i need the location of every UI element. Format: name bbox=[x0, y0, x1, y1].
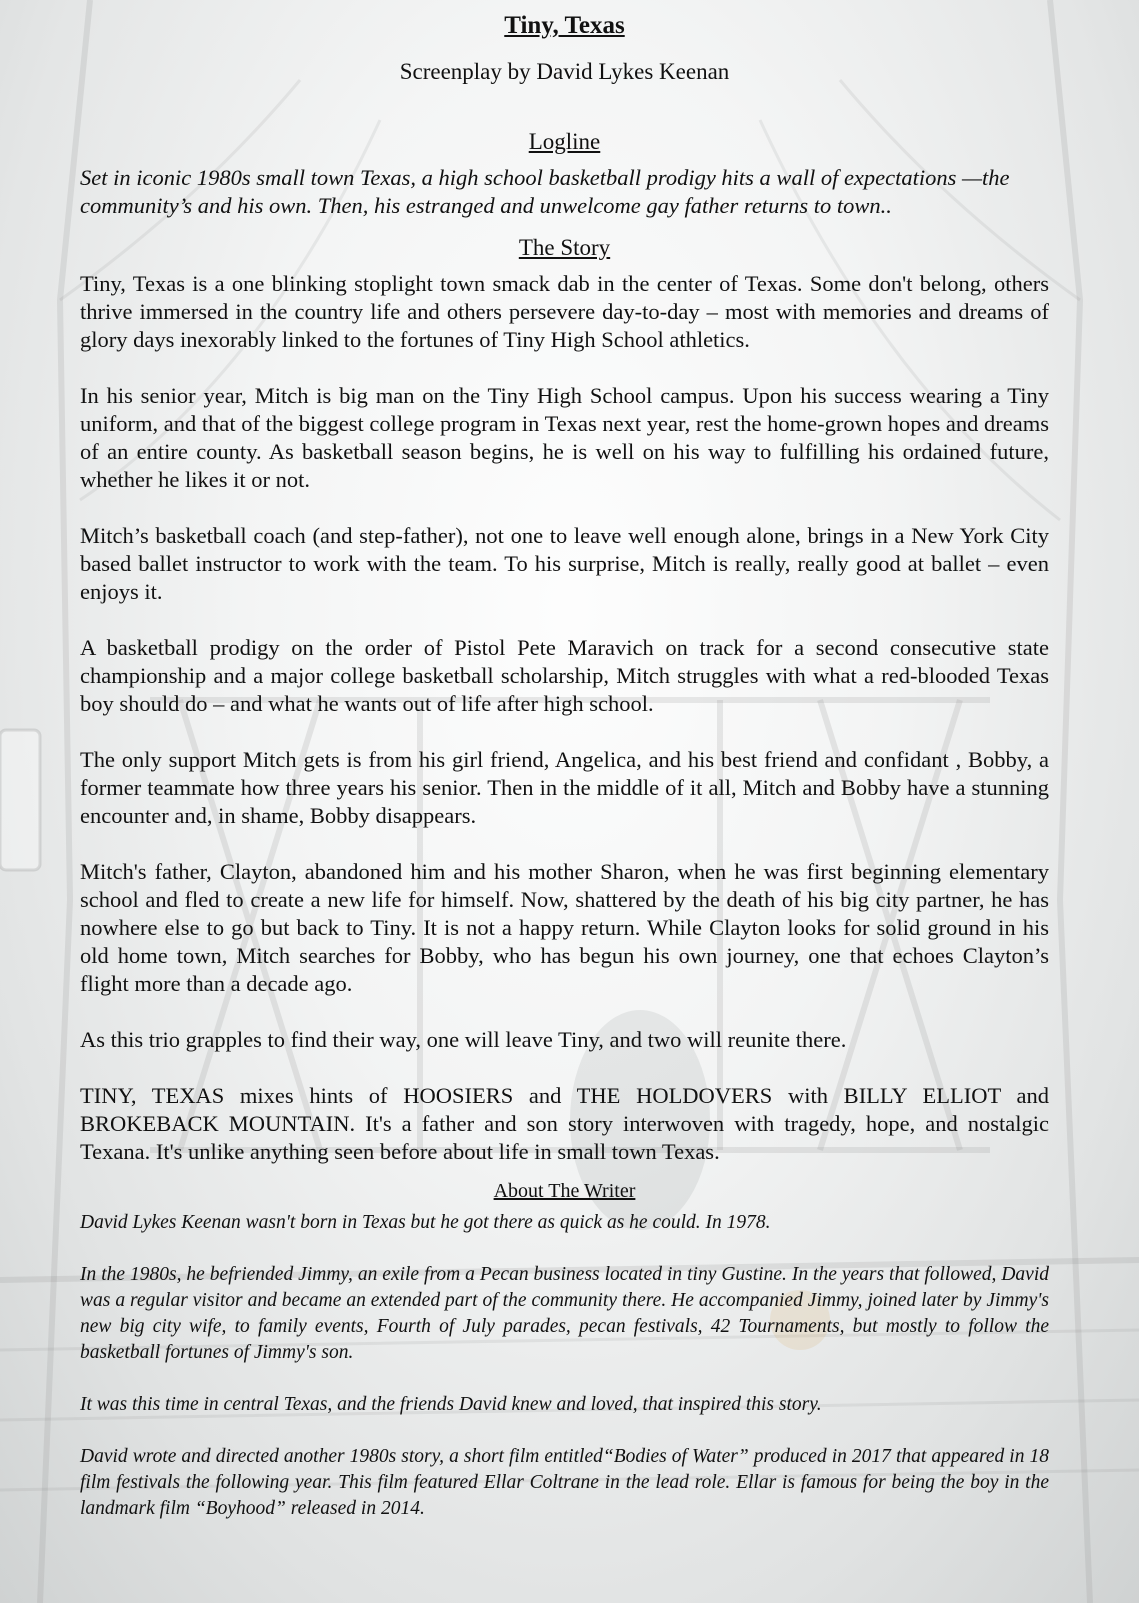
story-paragraph: As this trio grapples to find their way, one will leave Tiny, and two will reunite there. bbox=[80, 1027, 847, 1052]
writer-paragraph: In the 1980s, he befriended Jimmy, an exile from a Pecan business located in tiny Gustine. In the years that followed, David was a regular visitor and became an extended part of the community there. He accompanied Jimmy, joined later by Jimmy's new big city wife, to family events, Fourth of July parades, pecan festivals, 42 Tournaments, but mostly to follow the basketball fortunes of Jimmy's son. bbox=[80, 1264, 1049, 1363]
writer-paragraph: It was this time in central Texas, and the friends David knew and loved, that inspired this story. bbox=[80, 1394, 822, 1415]
story-paragraph: Mitch’s basketball coach (and step-father), not one to leave well enough alone, brings in a New York City based ballet instructor to work with the team. To his surprise, Mitch is really, really good at ballet – even enjoys it. bbox=[80, 523, 1049, 604]
story-paragraph: Mitch's father, Clayton, abandoned him and his mother Sharon, when he was first beginning elementary school and fled to create a new life for himself. Now, shattered by the death of his big city partner, he has nowhere else to go but back to Tiny. It is not a happy return. While Clayton looks for solid ground in his old home town, Mitch searches for Bobby, who has begun his own journey, one that echoes Clayton’s flight more than a decade ago. bbox=[80, 859, 1049, 996]
writer-heading: About The Writer bbox=[493, 1180, 636, 1202]
story-paragraph: In his senior year, Mitch is big man on the Tiny High School campus. Upon his success wearing a Tiny uniform, and that of the biggest college program in Texas next year, rest the home-grown hopes and dreams of an entire county. As basketball season begins, he is well on his way to fulfilling his ordained future, whether he likes it or not. bbox=[80, 383, 1049, 492]
story-paragraph: TINY, TEXAS mixes hints of HOOSIERS and THE HOLDOVERS with BILLY ELLIOT and BROKEBACK MOUNTAIN. It's a father and son story interwoven with tragedy, hope, and nostalgic Texana. It's unlike anything seen before about life in small town Texas. bbox=[80, 1083, 1049, 1164]
screenplay-byline: Screenplay by David Lykes Keenan bbox=[399, 59, 730, 84]
logline-heading: Logline bbox=[528, 129, 601, 154]
story-heading: The Story bbox=[518, 235, 611, 260]
writer-paragraph: David Lykes Keenan wasn't born in Texas but he got there as quick as he could. In 1978. bbox=[80, 1212, 771, 1233]
story-paragraph: Tiny, Texas is a one blinking stoplight town smack dab in the center of Texas. Some don't belong, others thrive immersed in the country life and others persevere day-to-day – most with memories and dreams of glory days inexorably linked to the fortunes of Tiny High School athletics. bbox=[80, 271, 1049, 352]
document-page bbox=[80, 0, 1049, 1522]
writer-body bbox=[80, 1210, 1049, 1522]
document-title: Tiny, Texas bbox=[504, 12, 625, 39]
story-paragraph: The only support Mitch gets is from his girl friend, Angelica, and his best friend and confidant , Bobby, a former teammate how three years his senior. Then in the middle of it all, Mitch and Bobby have a stunning encounter and, in shame, Bobby disappears. bbox=[80, 747, 1049, 828]
logline-text: Set in iconic 1980s small town Texas, a high school basketball prodigy hits a wall of expectations —the community’s and his own. Then, his estranged and unwelcome gay father returns to town.. bbox=[80, 165, 1010, 218]
story-body bbox=[80, 270, 1049, 1166]
writer-paragraph: David wrote and directed another 1980s story, a short film entitled“Bodies of Water” produced in 2017 that appeared in 18 film festivals the following year. This film featured Ellar Coltrane in the lead role. Ellar is famous for being the boy in the landmark film “Boyhood” released in 2014. bbox=[80, 1446, 1049, 1519]
story-paragraph: A basketball prodigy on the order of Pistol Pete Maravich on track for a second consecutive state championship and a major college basketball scholarship, Mitch struggles with what a red-blooded Texas boy should do – and what he wants out of life after high school. bbox=[80, 635, 1049, 716]
